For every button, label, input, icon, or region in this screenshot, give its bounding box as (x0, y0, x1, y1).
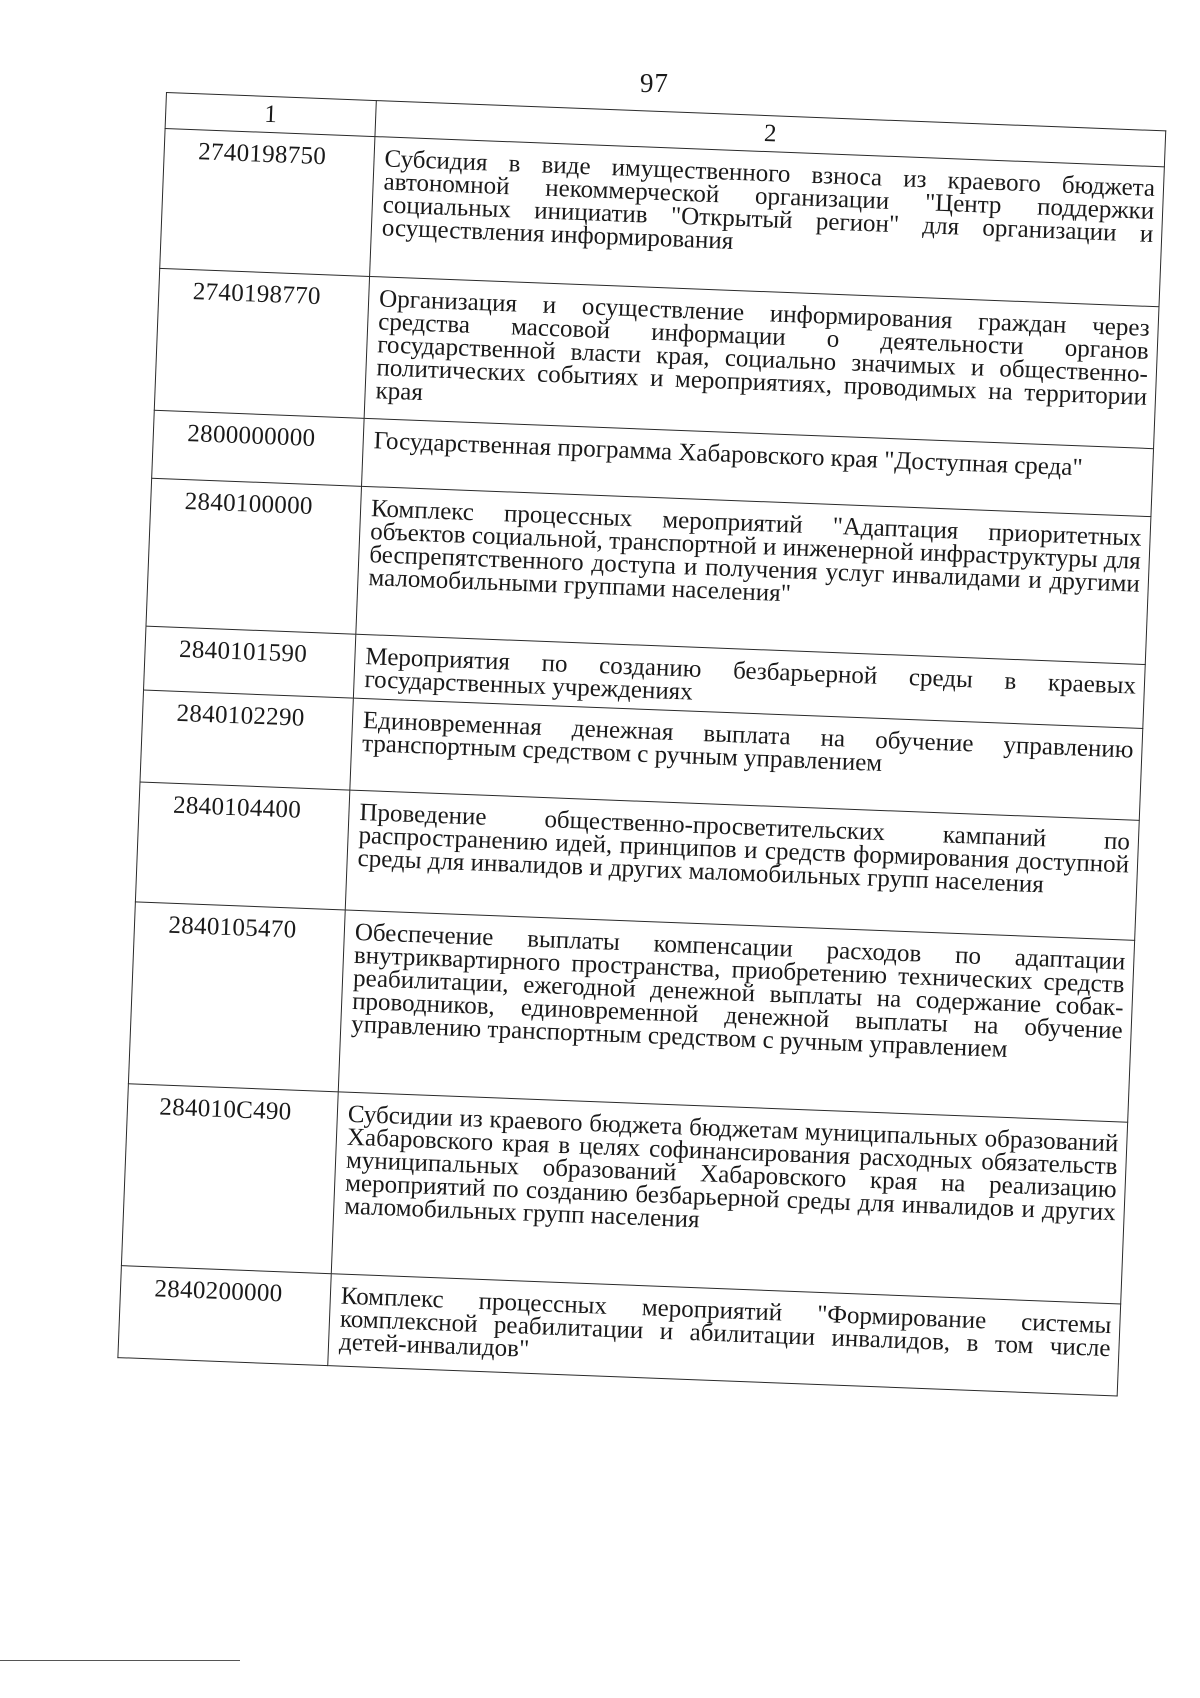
row-description: Обеспечение выплаты компенсации расходов по адаптации внутриквартирного пространства, приобретению технических средств реабилитации, ежегодной денежной выплаты на содержание собак-проводников, единовременной денежной выплаты на обучение управлению транспортным средством с ручным управлением (338, 910, 1134, 1122)
row-description: Субсидии из краевого бюджета бюджетам муниципальных образований Хабаровского края в целях софинансирования расходных обязательств муниципальных образований Хабаровского края на реализацию мероприятий по созданию безбарьерной среды для инвалидов и других маломобильных групп населения (331, 1092, 1127, 1304)
row-description: Субсидия в виде имущественного взноса из краевого бюджета автономной некоммерческой организации "Центр поддержки социальных инициатив "Открытый регион" для организации и осуществления информирования (370, 137, 1165, 307)
page-number: 97 (640, 68, 669, 98)
row-code: 2840105470 (128, 902, 345, 1092)
row-description: Комплекс процессных мероприятий "Формирование системы комплексной реабилитации и абилитации инвалидов, в том числе детей-инвалидов" (328, 1274, 1121, 1396)
row-description: Проведение общественно-просветительских кампаний по распространению идей, принципов и средств формирования доступной среды для инвалидов и других маломобильных групп населения (345, 790, 1139, 940)
row-code: 2740198750 (160, 128, 375, 276)
row-code: 2840100000 (146, 478, 362, 634)
column-header-1: 1 (165, 93, 376, 137)
classification-table (117, 92, 1166, 1396)
row-description: Организация и осуществление информирования граждан через средства массовой информации о деятельности органов государственной власти края, социально значимых и общественно-политических событиях и мероприятиях, проводимых на территории края (364, 276, 1159, 448)
row-description: Комплекс процессных мероприятий "Адаптация приоритетных объектов социальной, транспортной и инженерной инфраструктуры для беспрепятственного доступа и получения услуг инвалидами и другими маломобильными группами населения" (356, 486, 1151, 664)
row-code: 2740198770 (154, 268, 369, 418)
row-description: Государственная программа Хабаровского края "Доступная среда" (362, 418, 1154, 516)
row-code: 2840200000 (118, 1266, 331, 1366)
row-description: Мероприятия по созданию безбарьерной среды в краевых государственных учреждениях (353, 634, 1145, 728)
column-header-2: 2 (375, 101, 1166, 167)
row-code: 2840102290 (140, 690, 353, 790)
row-code: 2800000000 (152, 410, 364, 486)
row-description: Единовременная денежная выплата на обучение управлению транспортным средством с ручным управлением (350, 698, 1143, 820)
row-code: 2840104400 (135, 782, 349, 910)
row-code: 284010С490 (121, 1084, 338, 1274)
footnote-rule (0, 1660, 240, 1661)
row-code: 2840101590 (144, 626, 356, 698)
